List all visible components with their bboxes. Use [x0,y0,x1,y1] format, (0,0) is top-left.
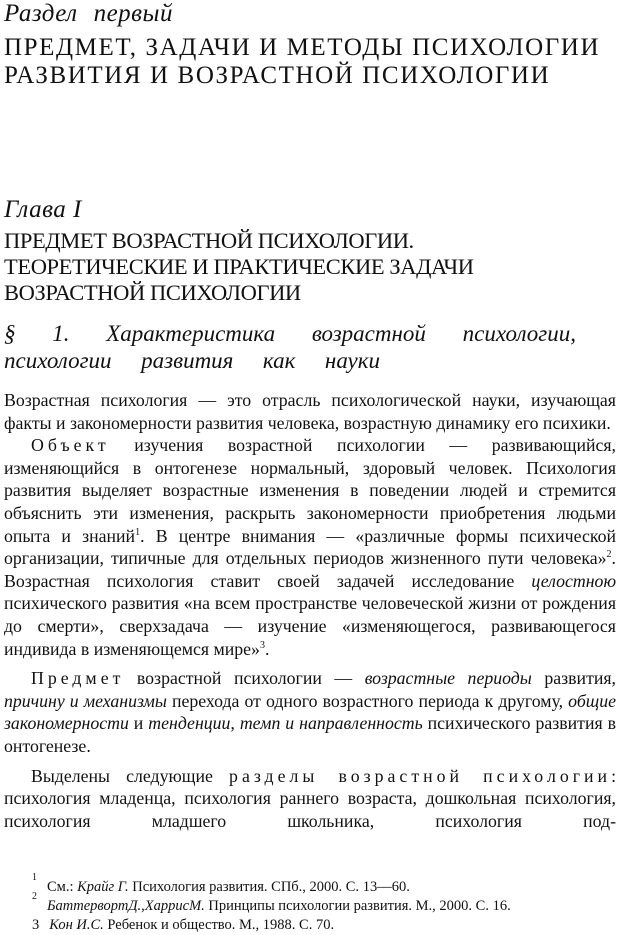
paragraph-heading-line [4,347,380,374]
heading-word: § [4,321,16,346]
footnote [4,891,616,916]
chapter-label: Глава I [4,196,82,223]
footnote-author: БаттервортД.,ХаррисМ. [47,898,205,914]
emphasis: общие закономерности [4,690,616,734]
term-sections: разделы возрастной психологии [229,765,612,786]
emphasis: целостною [531,570,616,591]
heading-word: возрастной [311,321,426,346]
chapter-title [4,228,474,306]
section-label-number: первый [93,0,173,27]
body-paragraph: Объект изучения возрастной психологии — развивающийся, изменяющийся в онтогенезе нормальный, здоровый человек. Психология развития выделяет возрастные изменения в поведении людей и стремится объяснить эти изменения, раскрыть закономерности приобретения людьми опыта и знаний$^1$. В центре внимания — «различные формы психической организации, типичные для отдельных периодов жизненного пути человека»$^2$. Возрастная психология ставит своей задачей исследование целостною психического развития «на всем пространстве человеческой жизни от рождения до смерти», сверхзадача — изучение «изменяющегося, развивающегося индивида в изменяющемся мире»$^3$. [4,435,616,659]
section-label-word: Раздел [4,0,78,27]
heading-word: психологии [4,348,112,373]
footnote-mark: 2 [32,891,37,902]
section-title-line: ПРЕДМЕТ, ЗАДАЧИ И МЕТОДЫ ПСИХОЛОГИИ [4,34,601,61]
paragraph-heading [4,320,576,374]
term-subject: Предмет [31,668,125,689]
heading-word: как [262,348,296,373]
chapter-title-line: ТЕОРЕТИЧЕСКИЕ И ПРАКТИЧЕСКИЕ ЗАДАЧИ [4,254,474,279]
chapter-title-line: ПРЕДМЕТ ВОЗРАСТНОЙ ПСИХОЛОГИИ. [4,228,414,253]
heading-word: 1. [52,321,70,346]
footnote-mark: 3 [32,917,40,933]
body-paragraph: Возрастная психология — это отрасль психологической науки, изучающая факты и закономерности развития человека, возрастную динамику его психики. [4,390,616,433]
body-text [4,389,616,832]
heading-word: психологии, [462,321,576,346]
emphasis: причину и механизмы [4,690,167,711]
footnote-author: Кон И.С. [49,917,104,933]
emphasis: тенденции, темп и направленность [148,713,423,734]
heading-word: Характеристика [106,321,276,346]
section-title-line: РАЗВИТИЯ И ВОЗРАСТНОЙ ПСИХОЛОГИИ [4,62,551,89]
footnote-text: БаттервортД.,ХаррисМ. Принципы психологии развития. М., 2000. С. 16. [47,898,511,914]
footnote-author: Крайг Г. [77,879,129,895]
footnote [4,872,616,897]
footnote-ref: 1 [135,526,141,538]
section-title [4,34,600,90]
body-paragraph: Выделены следующие разделы возрастной психологии: психология младенца, психология раннего возраста, дошкольная психология, психология младшего школьника, психология под- [4,765,617,831]
section-label [4,0,173,28]
footnote [4,916,616,935]
heading-word: развития [141,348,234,373]
footnote-ref: 3 [259,639,265,651]
paragraph-heading-line [4,320,576,347]
emphasis: возрастные периоды [364,668,532,689]
term-object: Объект [31,435,110,456]
footnote-text: Кон И.С. Ребенок и общество. М., 1988. С. 70. [49,917,335,933]
footnote-ref: 2 [606,549,612,561]
footnotes [4,872,616,935]
footnote-text: См.: Крайг Г. Психология развития. СПб., 2000. С. 13—60. [47,879,410,895]
body-paragraph: Предмет возрастной психологии — возрастные периоды развития, причину и механизмы перехода от одного возрастного периода к другому, общие закономерности и тенденции, темп и направленность психического развития в онтогенезе. [4,668,616,756]
heading-word: науки [324,348,380,373]
footnote-mark: 1 [32,872,37,883]
chapter-title-line: ВОЗРАСТНОЙ ПСИХОЛОГИИ [4,280,301,305]
